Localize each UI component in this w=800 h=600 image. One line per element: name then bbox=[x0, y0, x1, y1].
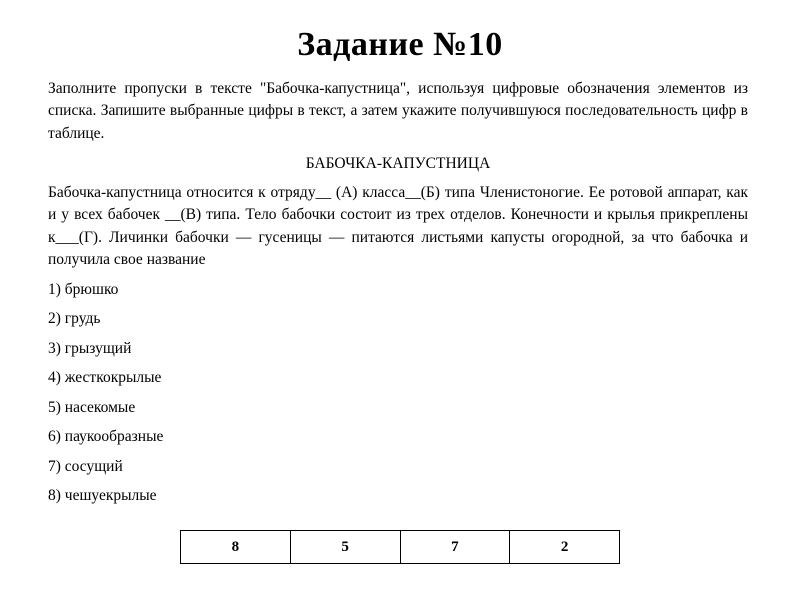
answer-cell-b: 5 bbox=[290, 531, 400, 564]
list-item: 4) жесткокрылые bbox=[48, 369, 162, 387]
instruction-text: Заполните пропуски в тексте "Бабочка-капустница", используя цифровые обозначения элементов из списка. Запишите выбранные цифры в текст, а затем укажите получившуюся последовательность цифр в таблице. bbox=[48, 80, 748, 142]
page-title: Задание №10 bbox=[297, 26, 503, 63]
answer-cell-a: 8 bbox=[181, 531, 291, 564]
list-item: 3) грызущий bbox=[48, 339, 132, 357]
answer-table-wrapper bbox=[0, 530, 800, 564]
list-item: 1) брюшко bbox=[48, 280, 119, 298]
answer-cell-v: 7 bbox=[400, 531, 510, 564]
options-list bbox=[48, 282, 748, 504]
list-item: 6) паукообразные bbox=[48, 428, 164, 446]
list-item: 2) грудь bbox=[48, 310, 101, 328]
content-block bbox=[0, 78, 800, 504]
table-row bbox=[181, 531, 620, 564]
text-heading: БАБОЧКА-КАПУСТНИЦА bbox=[305, 155, 491, 173]
list-item: 5) насекомые bbox=[48, 398, 136, 416]
gapped-text: Бабочка-капустница относится к отряду__ (А) класса__(Б) типа Членистоногие. Ее ротовой аппарат, как и у всех бабочек __(В) типа. Тело бабочки состоит из трех отделов. Конечности и крылья прикреплены к___(Г). Личинки бабочки — гусеницы — питаются листьями капусты огородной, за что бабочка и получила свое название bbox=[48, 183, 748, 269]
answer-table bbox=[180, 530, 620, 564]
list-item: 8) чешуекрылые bbox=[48, 487, 157, 505]
answer-cell-g: 2 bbox=[510, 531, 620, 564]
list-item: 7) сосущий bbox=[48, 457, 123, 475]
